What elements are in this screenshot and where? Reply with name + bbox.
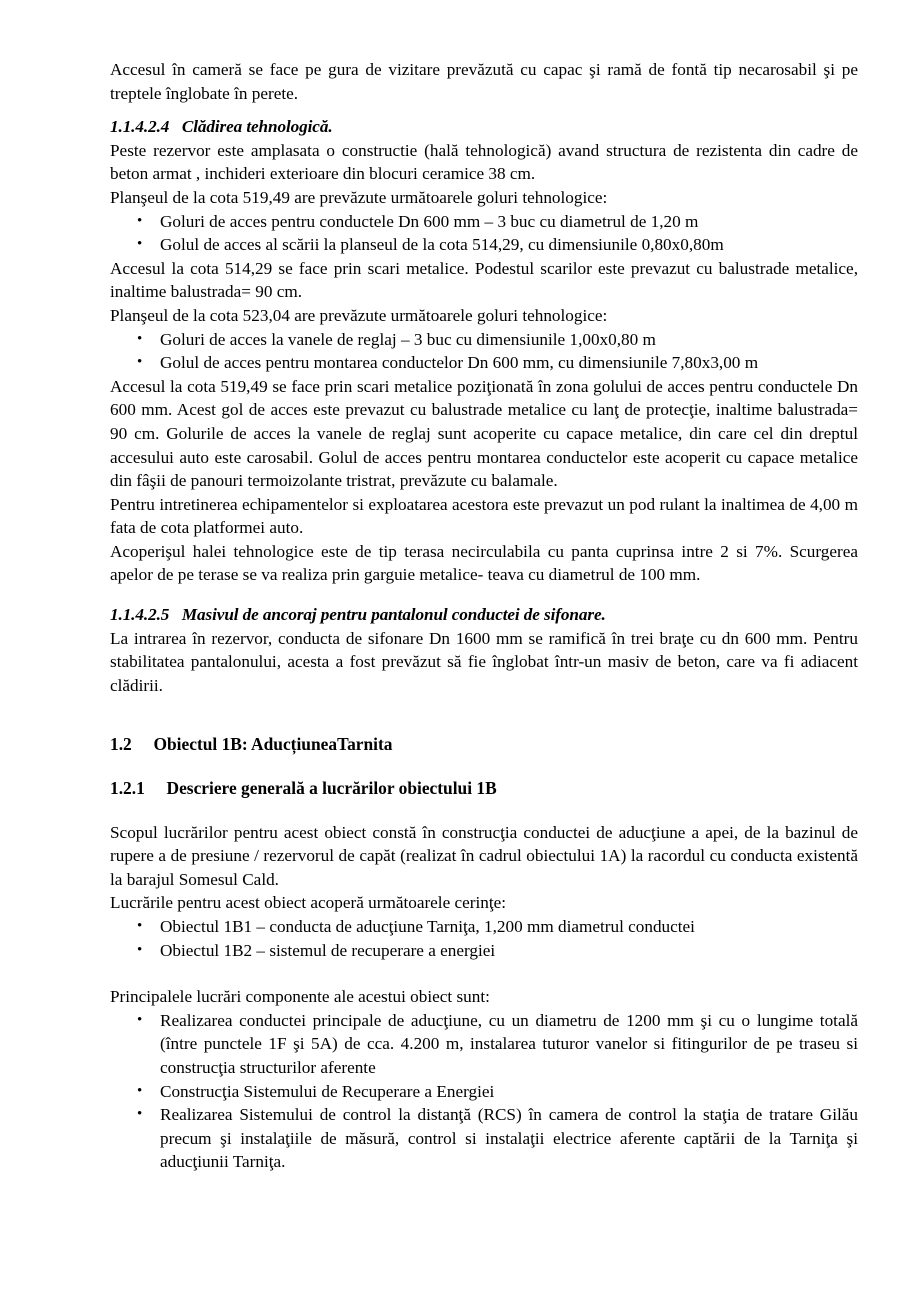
list-item-text: Golul de acces pentru montarea conductelor Dn 600 mm, cu dimensiunile 7,80x3,00 m [160,353,759,373]
bullet-icon: • [137,330,143,347]
list-item-text: Golul de acces al scării la planseul de la cota 514,29, cu dimensiunile 0,80x0,80m [160,235,724,255]
spacer [110,757,858,777]
spacer [110,962,858,985]
list-item [110,1009,858,1080]
bullet-icon: • [137,212,143,229]
document-content [110,58,858,1174]
list-item-text: Goluri de acces la vanele de reglaj – 3 buc cu dimensiunile 1,00x0,80 m [160,329,656,349]
bullet-list-planseu-519 [110,210,858,257]
paragraph-acoperis: Acoperişul halei tehnologice este de tip terasa necirculabila cu panta cuprinsa intre 2 si 7%. Scurgerea apelor de pe terase se va realiza prin garguie metalice- teava cu diametrul de 100 mm. [110,541,858,585]
list-item-text: Obiectul 1B1 – conducta de aducţiune Tarniţa, 1,200 mm diametrul conductei [160,917,695,936]
spacer [110,801,858,821]
paragraph-planseu-519: Planşeul de la cota 519,49 are prevăzute următoarele goluri tehnologice: [110,187,608,207]
list-item-text: Construcţia Sistemului de Recuperare a Energiei [160,1081,495,1101]
list-item [110,328,858,352]
bullet-icon: • [137,918,143,934]
list-item-text: Realizarea Sistemului de control la distanţă (RCS) în camera de control la staţia de tratare Gilău precum şi instalaţiile de măsură, control si instalaţii electrice aferente captării de la Tarniţa şi aducţiunii Tarniţa. [160,1105,858,1172]
paragraph-pod-rulant: Pentru intretinerea echipamentelor si exploatarea acestora este prevazut un pod rulant la inaltimea de 4,00 m fata de cota platformei auto. [110,494,858,538]
paragraph-acces-519: Accesul la cota 519,49 se face prin scari metalice poziţionată în zona golului de acces pentru conductele Dn 600 mm. Acest gol de acces este prevazut cu balustrade metalice cu lanţ de protecţie, inaltime balustrada= 90 cm. Golurile de acces la vanele de reglaj sunt acoperite cu capace metalice, din care cel din dreptul accesului auto este carosabil. Golul de acces pentru montarea conductelor este acoperit cu capace metalice din fâşii de panouri termoizolante tristrat, prevăzute cu balamale. [110,376,858,491]
spacer [110,697,858,733]
paragraph-acces-514: Accesul la cota 514,29 se face prin scari metalice. Podestul scarilor este prevazut cu balustrade metalice, inaltime balustrada= 90 cm. [110,258,858,302]
heading-1-1-4-2-5: 1.1.4.2.5 Masivul de ancoraj pentru pantalonul conductei de sifonare. [110,605,606,625]
bullet-icon: • [137,354,143,371]
list-item [110,1080,858,1104]
list-item [110,1103,858,1174]
list-item-text: Realizarea conductei principale de aducţiune, cu un diametru de 1200 mm şi cu o lungime totală (între punctele 1F şi 5A) de cca. 4.200 m, instalarea tuturor vanelor si fitingurilor de pe traseu si construcţia structurilor aferente [160,1010,858,1077]
bullet-list-cerinte [110,915,858,962]
bullet-icon: • [137,1106,143,1123]
list-item [110,939,858,963]
spacer [110,587,858,603]
paragraph-planseu-523: Planşeul de la cota 523,04 are prevăzute următoarele goluri tehnologice: [110,305,608,325]
list-item [110,351,858,375]
intro-paragraph: Accesul în cameră se face pe gura de vizitare prevăzută cu capac şi ramă de fontă tip necarosabil şi pe treptele înglobate în perete. [110,60,858,103]
paragraph-principale: Principalele lucrări componente ale acestui obiect sunt: [110,987,490,1007]
paragraph-masiv-ancoraj: La intrarea în rezervor, conducta de sifonare Dn 1600 mm se ramifică în trei braţe cu dn 600 mm. Pentru stabilitatea pantalonului, acesta a fost prevăzut să fie înglobat într-un masiv de beton, care va fi adiacent clădirii. [110,628,858,695]
bullet-list-planseu-523 [110,328,858,375]
list-item-text: Obiectul 1B2 – sistemul de recuperare a energiei [160,940,496,960]
heading-1-2: 1.2 Obiectul 1B: AducțiuneaTarnita [110,734,393,755]
bullet-icon: • [137,1011,143,1028]
bullet-icon: • [137,941,143,958]
bullet-list-principale [110,1009,858,1174]
list-item [110,233,858,257]
list-item [110,210,858,234]
paragraph-cerinte: Lucrările pentru acest obiect acoperă următoarele cerinţe: [110,893,507,913]
paragraph-scop-lucrari: Scopul lucrărilor pentru acest obiect constă în construcţia conductei de aducţiune a apei, de la bazinul de rupere a de presiune / rezervorul de capăt (realizat în cadrul obiectului 1A) la racordul cu conducta existentă la barajul Somesul Cald. [110,822,858,889]
list-item [110,915,858,939]
spacer [110,105,858,115]
bullet-icon: • [137,236,143,253]
list-item-text: Goluri de acces pentru conductele Dn 600 mm – 3 buc cu diametrul de 1,20 m [160,211,699,231]
heading-1-1-4-2-4: 1.1.4.2.4 Clădirea tehnologică. [110,117,333,137]
paragraph-cladire-tehnologica: Peste rezervor este amplasata o constructie (hală tehnologică) avand structura de rezistenta din cadre de beton armat , inchideri exterioare din blocuri ceramice 38 cm. [110,140,858,184]
heading-1-2-1: 1.2.1 Descriere generală a lucrărilor obiectului 1B [110,778,497,799]
bullet-icon: • [137,1082,143,1099]
